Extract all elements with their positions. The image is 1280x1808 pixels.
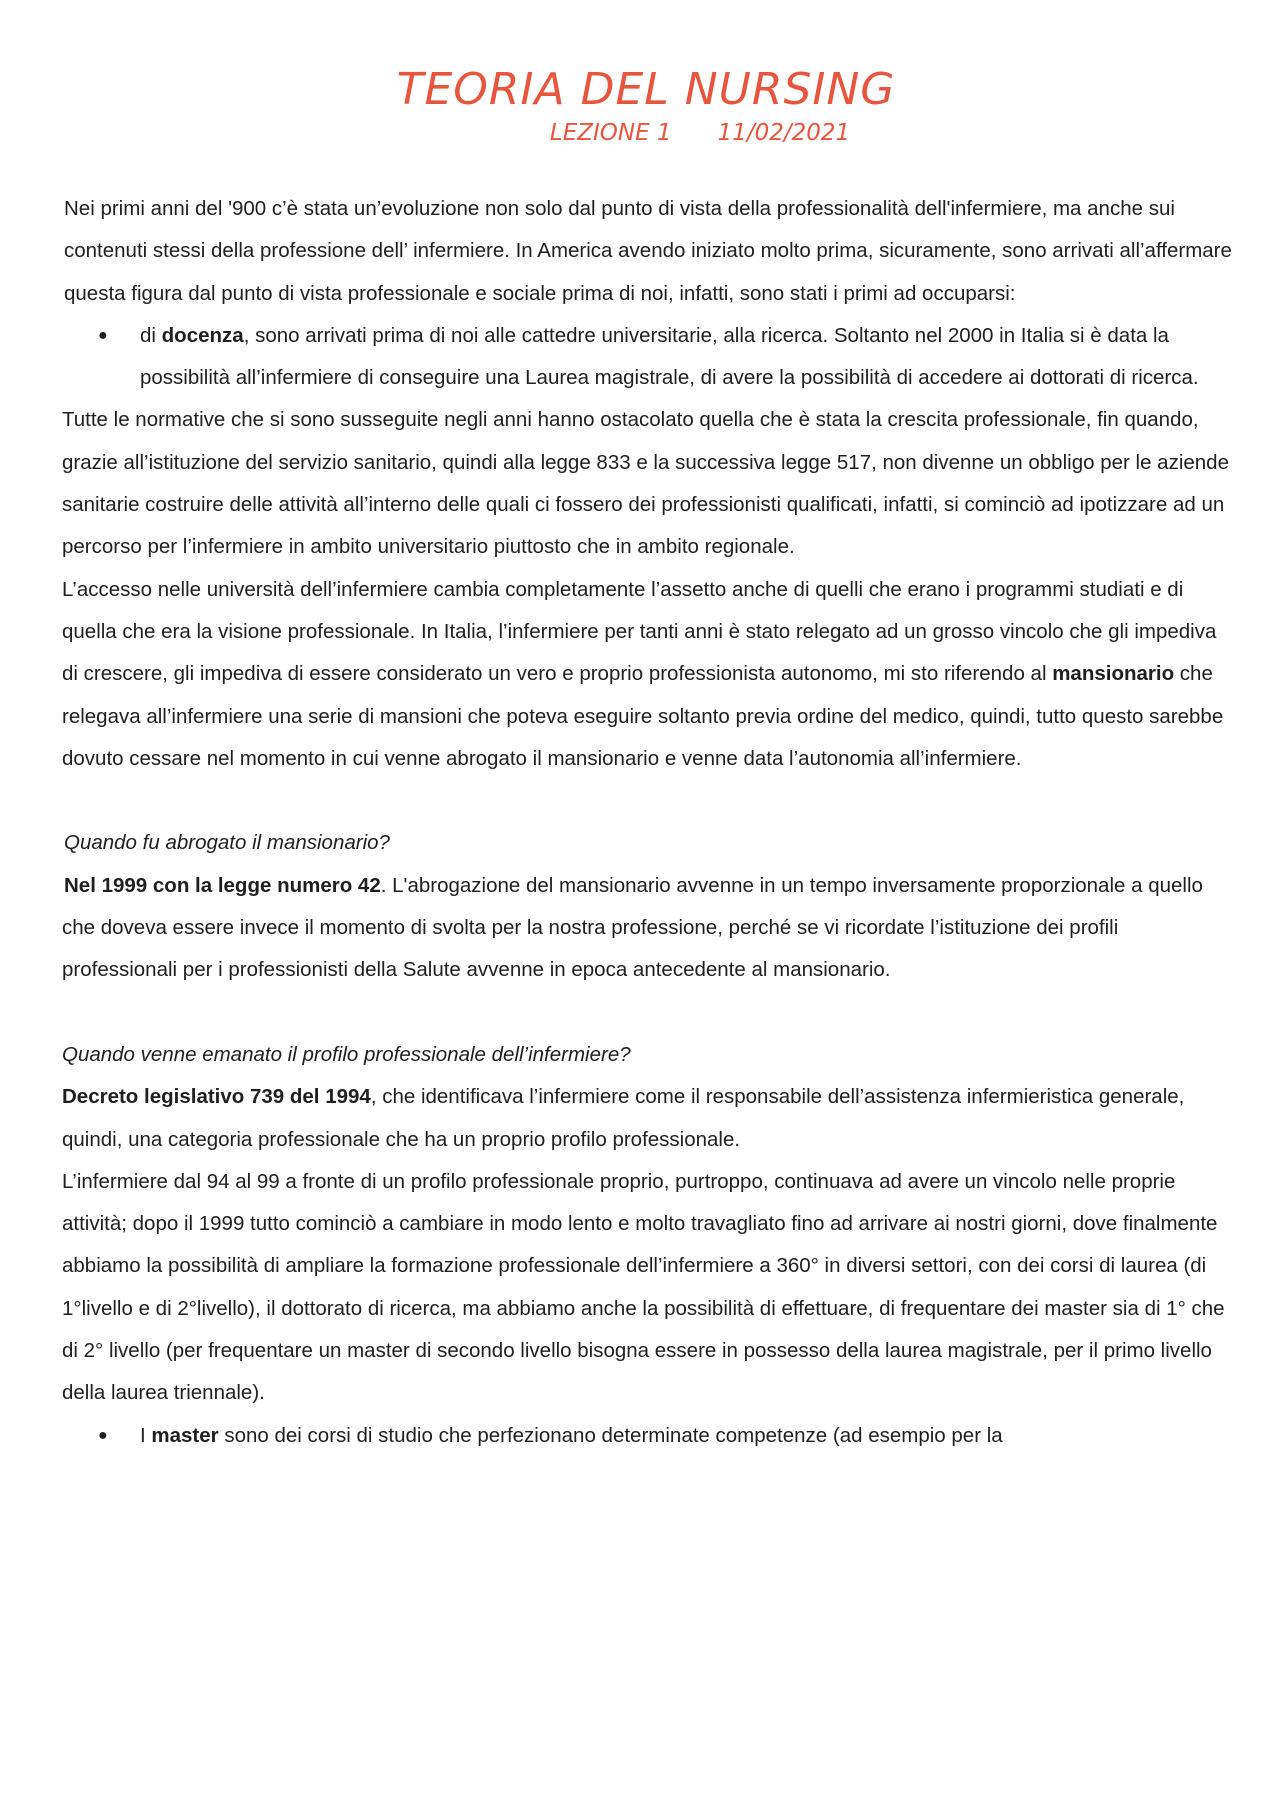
intro-paragraph: Nei primi anni del '900 c’è stata un’evoluzione non solo dal punto di vista della professionalità dell'infermiere, ma anche sui contenuti stessi della professione dell’ infermiere. In America avendo iniziato molto prima, sicuramente, sono arrivati all’affermare questa figura dal punto di vista professionale e sociale prima di noi, infatti, sono stati i primi ad occuparsi: (64, 197, 1232, 305)
document-body (62, 188, 1232, 1457)
paragraph-mansionario: L’accesso nelle università dell’infermiere cambia completamente l’assetto anche di quelli che erano i programmi studiati e di quella che era la visione professionale. In Italia, l’infermiere per tanti anni è stato relegato ad un grosso vincolo che gli impediva di crescere, gli impediva di essere considerato un vero e proprio professionista autonomo, mi sto riferendo al mansionario che relegava all’infermiere una serie di mansioni che poteva eseguire soltanto previa ordine del medico, quindi, tutto questo sarebbe dovuto cessare nel momento in cui venne abrogato il mansionario e venne data l’autonomia all’infermiere. (62, 577, 1224, 770)
lesson-label: LEZIONE 1 (549, 120, 672, 146)
answer-profilo: Decreto legislativo 739 del 1994, che identificava l’infermiere come il responsabile dell’assistenza infermieristica generale, quindi, una categoria professionale che ha un proprio profilo professionale. (62, 1085, 1185, 1151)
question-abrogazione: Quando fu abrogato il mansionario? (64, 831, 390, 855)
paragraph-normative: Tutte le normative che si sono susseguite negli anni hanno ostacolato quella che è stata la crescita professionale, fin quando, grazie all’istituzione del servizio sanitario, quindi alla legge 833 e la successiva legge 517, non divenne un obbligo per le aziende sanitarie costruire delle attività all’interno delle quali ci fossero dei professionisti qualificati, infatti, si cominciò ad ipotizzare ad un percorso per l’infermiere in ambito universitario piuttosto che in ambito regionale. (62, 408, 1229, 559)
bullet-dot-icon: ● (98, 326, 108, 344)
paragraph-formazione: L’infermiere dal 94 al 99 a fronte di un profilo professionale proprio, purtroppo, continuava ad avere un vincolo nelle proprie attività; dopo il 1999 tutto cominciò a cambiare in modo lento e molto travagliato fino ad arrivare ai nostri giorni, dove finalmente abbiamo la possibilità di ampliare la formazione professionale dell’infermiere a 360° in diversi settori, con dei corsi di laurea (di 1°livello e di 2°livello), il dottorato di ricerca, ma abbiamo anche la possibilità di effettuare, di frequentare dei master sia di 1° che di 2° livello (per frequentare un master di secondo livello bisogna essere in possesso della laurea magistrale, per il primo livello della laurea triennale). (62, 1169, 1225, 1405)
bullet-dot-icon: ● (98, 1426, 108, 1444)
bullet-item-master: ● I master sono dei corsi di studio che perfezionano determinate competenze (ad esempio per la (62, 1415, 1232, 1457)
document-subtitle (120, 118, 1280, 148)
question-profilo: Quando venne emanato il profilo professionale dell’infermiere? (62, 1042, 631, 1066)
lesson-date: 11/02/2021 (717, 120, 851, 146)
document-header (0, 64, 1280, 148)
document-title: TEORIA DEL NURSING (396, 64, 896, 115)
answer-abrogazione: Nel 1999 con la legge numero 42. L'abrogazione del mansionario avvenne in un tempo inversamente proporzionale a quello che doveva essere invece il momento di svolta per la nostra professione, perché se vi ricordate l’istituzione dei profili professionali per i professionisti della Salute avvenne in epoca antecedente al mansionario. (62, 873, 1203, 982)
bullet-item-docenza: ● di docenza, sono arrivati prima di noi alle cattedre universitarie, alla ricerca. Soltanto nel 2000 in Italia si è data la possibilità all’infermiere di conseguire una Laurea magistrale, di avere la possibilità di accedere ai dottorati di ricerca. (62, 315, 1232, 400)
